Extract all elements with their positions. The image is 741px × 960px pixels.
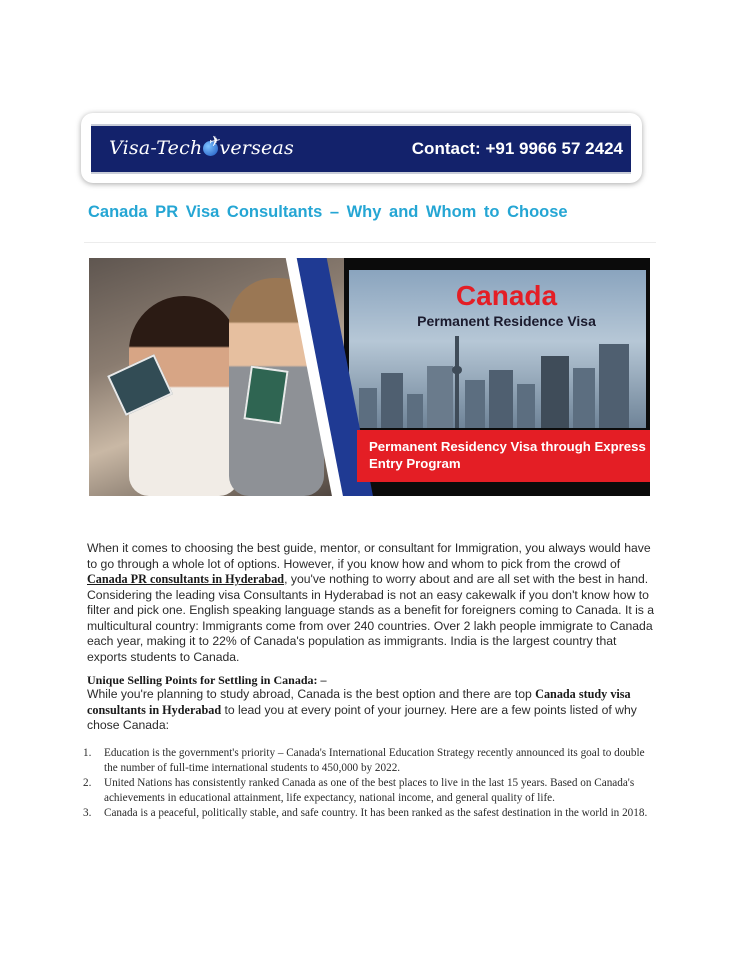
divider bbox=[84, 242, 656, 243]
passport-icon bbox=[243, 366, 288, 425]
usp-paragraph bbox=[87, 687, 657, 734]
usp-text-continued: to lead you at every point of your journey. Here are a few points listed of why chose Canada: bbox=[87, 702, 637, 732]
canada-pr-consultants-link[interactable]: Canada PR consultants in Hyderabad bbox=[87, 572, 285, 586]
hero-banner-image bbox=[89, 258, 650, 496]
list-item bbox=[83, 746, 653, 775]
list-number: 2. bbox=[83, 777, 92, 789]
header-banner bbox=[91, 124, 631, 174]
logo-text-suffix: verseas bbox=[219, 137, 294, 159]
list-number: 3. bbox=[83, 807, 92, 819]
banner-strip bbox=[357, 430, 650, 482]
page-title: Canada PR Visa Consultants – Why and Whom to Choose bbox=[88, 203, 568, 221]
list-item-text: Canada is a peaceful, politically stable, and safe country. It has been ranked as the safest destination in the world in 2018. bbox=[104, 807, 648, 819]
list-item bbox=[83, 776, 653, 805]
intro-text: When it comes to choosing the best guide, mentor, or consultant for Immigration, you always would have to go through a whole lot of options. However, if you know how and whom to pick from the crowd of bbox=[87, 541, 651, 571]
intro-paragraph bbox=[87, 541, 657, 665]
banner-heading: Canada bbox=[455, 280, 558, 311]
company-logo[interactable] bbox=[109, 132, 294, 159]
intro-text-continued: , you've nothing to worry about and are all set with the best in hand. Considering the leading visa Consultants in Hyderabad is not an easy cakewalk if you don't know how to filter and pick one. English speaking language stands as a benefit for foreigners coming to Canada. It is a multicultural country: Immigrants come from over 240 countries. Over 2 lakh people immigrate to Canada each year, making it to 22% of Canada's population as immigrants. India is the largest country that exports students to Canada. bbox=[87, 572, 655, 664]
usp-text: While you're planning to study abroad, Canada is the best option and there are top bbox=[87, 687, 536, 701]
city-skyline bbox=[351, 332, 646, 428]
usp-heading: Unique Selling Points for Settling in Canada: – bbox=[87, 673, 327, 687]
list-item-text: Education is the government's priority – Canada's International Education Strategy recently announced its goal to double the number of full-time international students to 450,000 by 2022. bbox=[104, 747, 645, 774]
airplane-icon: ✈ bbox=[206, 132, 222, 152]
banner-subheading: Permanent Residence Visa bbox=[417, 313, 596, 329]
logo-text: Visa-Tech bbox=[109, 137, 203, 159]
reasons-list bbox=[83, 746, 653, 822]
study-visa-consultants-text: Canada study visa consultants in Hyderabad bbox=[87, 687, 631, 717]
banner-strip-text: Permanent Residency Visa through Express Entry Program bbox=[369, 439, 646, 471]
list-number: 1. bbox=[83, 747, 92, 759]
list-item bbox=[83, 806, 653, 821]
list-item-text: United Nations has consistently ranked Canada as one of the best places to live in the last 15 years. Based on Canada's achievements in educational attainment, life expectancy, national income, and general quality of life. bbox=[104, 777, 635, 804]
contact-phone[interactable]: Contact: +91 9966 57 2424 bbox=[411, 139, 623, 158]
